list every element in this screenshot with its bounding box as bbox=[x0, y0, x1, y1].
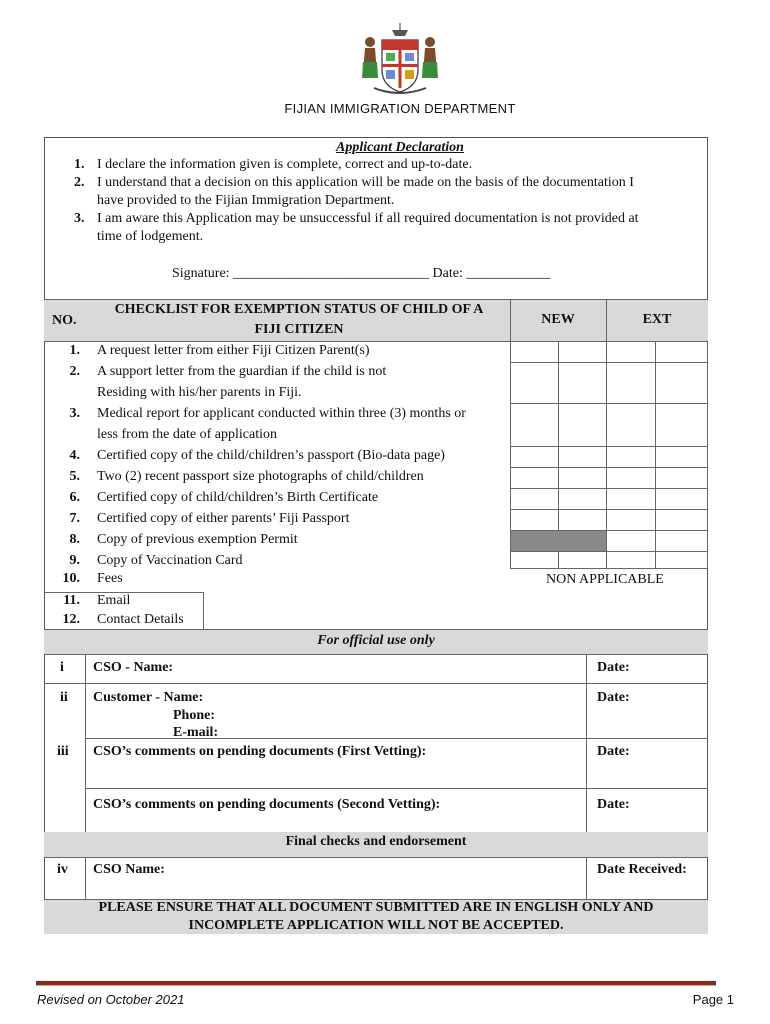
item-number: 2. bbox=[69, 364, 80, 379]
revision-date: Revised on October 2021 bbox=[37, 992, 185, 1007]
checklist-item: Copy of previous exemption Permit bbox=[97, 532, 298, 547]
item-number: 3. bbox=[69, 406, 80, 421]
cso-date-label: Date: bbox=[597, 660, 630, 675]
non-applicable-label: NON APPLICABLE bbox=[546, 572, 664, 587]
item-number: 7. bbox=[69, 511, 80, 526]
item-number: 4. bbox=[69, 448, 80, 463]
declaration-text: time of lodgement. bbox=[97, 229, 204, 244]
checklist-title: CHECKLIST FOR EXEMPTION STATUS OF CHILD OF A bbox=[114, 302, 484, 317]
row-i-number: i bbox=[60, 660, 64, 675]
item-number: 5. bbox=[69, 469, 80, 484]
declaration-text: I declare the information given is complete, correct and up-to-date. bbox=[97, 157, 473, 172]
department-title: FIJIAN IMMIGRATION DEPARTMENT bbox=[284, 101, 516, 116]
item-number: 12. bbox=[62, 612, 80, 627]
notice-line-1: PLEASE ENSURE THAT ALL DOCUMENT SUBMITTED ARE IN ENGLISH ONLY AND bbox=[98, 900, 654, 915]
checklist-item: A support letter from the guardian if the child is not bbox=[97, 364, 387, 379]
item-number: 8. bbox=[69, 532, 80, 547]
checklist-item: Medical report for applicant conducted within three (3) months or bbox=[97, 406, 466, 421]
col-no-header: NO. bbox=[52, 313, 77, 328]
checklist-item: Certified copy of child/children’s Birth Certificate bbox=[97, 490, 379, 505]
row-iii-number: iii bbox=[57, 744, 69, 759]
fiji-coat-of-arms-icon bbox=[360, 22, 440, 98]
checklist-item: Contact Details bbox=[97, 612, 184, 627]
cso-name-label: CSO - Name: bbox=[93, 660, 174, 675]
declaration-title: Applicant Declaration bbox=[336, 140, 464, 155]
page-number: Page 1 bbox=[692, 992, 734, 1007]
checklist-title-line2: FIJI CITIZEN bbox=[254, 322, 344, 337]
signature-line: Signature: ____________________________ Date: ____________ bbox=[172, 266, 551, 281]
checklist-item: less from the date of application bbox=[97, 427, 277, 442]
date-received-label: Date Received: bbox=[597, 862, 687, 877]
customer-name-label: Customer - Name: bbox=[93, 690, 204, 705]
footer-rule bbox=[36, 981, 716, 986]
item-number: 10. bbox=[62, 571, 80, 586]
na-cell bbox=[511, 531, 606, 551]
customer-email-label: E-mail: bbox=[173, 725, 219, 740]
notice-line-2: INCOMPLETE APPLICATION WILL NOT BE ACCEPTED. bbox=[188, 918, 564, 933]
official-use-title: For official use only bbox=[317, 633, 435, 648]
checklist-item: Certified copy of either parents’ Fiji Passport bbox=[97, 511, 350, 526]
final-checks-title: Final checks and endorsement bbox=[285, 834, 467, 849]
checklist-item: Two (2) recent passport size photographs of child/children bbox=[97, 469, 424, 484]
first-vetting-label: CSO’s comments on pending documents (First Vetting): bbox=[93, 744, 427, 759]
second-vetting-label: CSO’s comments on pending documents (Second Vetting): bbox=[93, 797, 441, 812]
checklist-item: Fees bbox=[97, 571, 123, 586]
checklist-item: Certified copy of the child/children’s passport (Bio-data page) bbox=[97, 448, 445, 463]
checklist-item: Copy of Vaccination Card bbox=[97, 553, 243, 568]
item-number: 1. bbox=[69, 343, 80, 358]
customer-date-label: Date: bbox=[597, 690, 630, 705]
declaration-num: 3. bbox=[74, 211, 85, 226]
checklist-item: Residing with his/her parents in Fiji. bbox=[97, 385, 302, 400]
declaration-num: 2. bbox=[74, 175, 85, 190]
item-number: 11. bbox=[63, 593, 80, 608]
col-ext-header: EXT bbox=[642, 312, 672, 327]
row-iv-number: iv bbox=[57, 862, 68, 877]
declaration-text: I am aware this Application may be unsuccessful if all required documentation is not provided at bbox=[97, 211, 639, 226]
customer-phone-label: Phone: bbox=[173, 708, 215, 723]
item-number: 9. bbox=[69, 553, 80, 568]
row-ii-number: ii bbox=[60, 690, 68, 705]
second-vetting-date-label: Date: bbox=[597, 797, 630, 812]
checklist-item: A request letter from either Fiji Citizen Parent(s) bbox=[97, 343, 370, 358]
first-vetting-date-label: Date: bbox=[597, 744, 630, 759]
declaration-text: I understand that a decision on this application will be made on the basis of the documentation I bbox=[97, 175, 634, 190]
cso-name-final-label: CSO Name: bbox=[93, 862, 165, 877]
col-new-header: NEW bbox=[541, 312, 575, 327]
declaration-text: have provided to the Fijian Immigration Department. bbox=[97, 193, 395, 208]
checklist-item: Email bbox=[97, 593, 131, 608]
item-number: 6. bbox=[69, 490, 80, 505]
declaration-num: 1. bbox=[74, 157, 85, 172]
